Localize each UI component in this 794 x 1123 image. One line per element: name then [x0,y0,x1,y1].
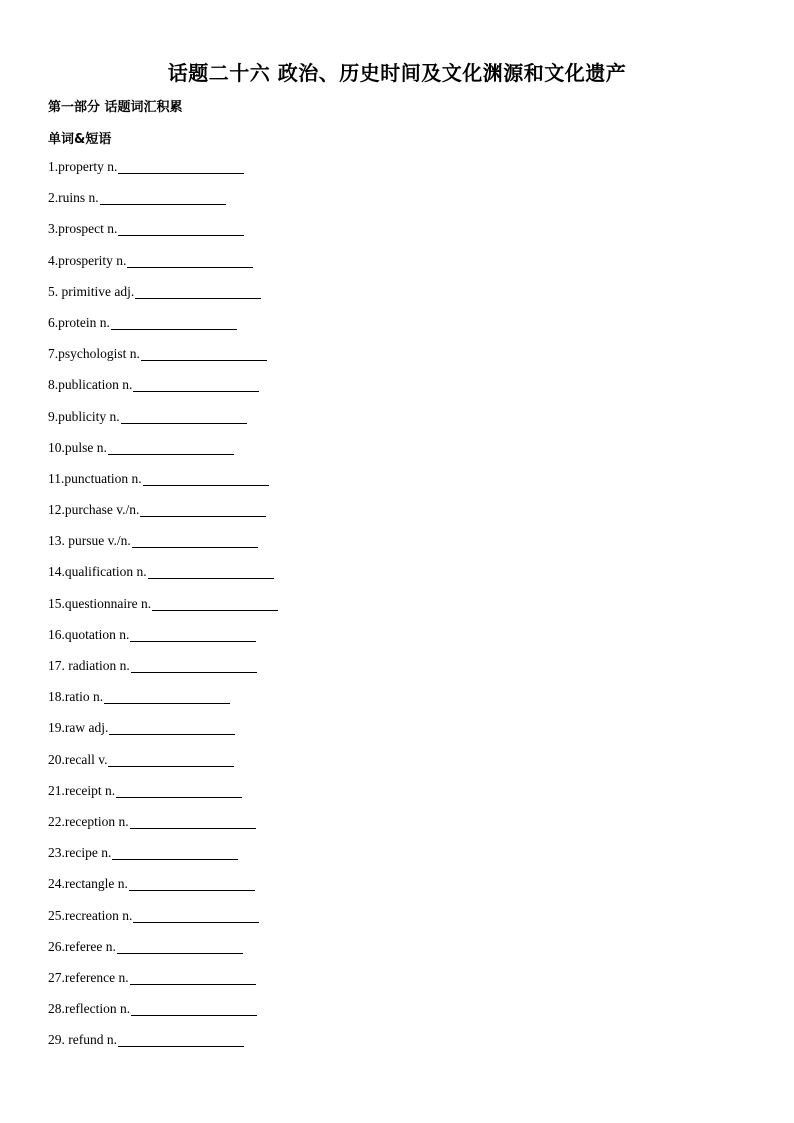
vocab-item [48,159,278,190]
vocab-term: 13. pursue v./n. [48,533,131,549]
answer-blank[interactable] [108,752,234,767]
vocab-item [48,346,278,377]
vocab-term: 5. primitive adj. [48,283,135,299]
vocab-term: 19.raw adj. [48,720,109,736]
vocab-term: 6.protein n. [48,314,110,330]
answer-blank[interactable] [131,1001,257,1016]
vocab-term: 14.qualification n. [48,564,147,580]
vocab-term: 26.referee n. [48,938,116,954]
vocab-item [48,502,278,533]
vocab-item [48,845,278,876]
vocab-item [48,377,278,408]
answer-blank[interactable] [140,502,266,517]
answer-blank[interactable] [116,783,242,798]
vocab-item [48,1001,278,1032]
answer-blank[interactable] [109,720,235,735]
vocab-term: 11.punctuation n. [48,470,142,486]
answer-blank[interactable] [118,221,244,236]
vocab-item [48,876,278,907]
answer-blank[interactable] [133,377,259,392]
vocab-term: 10.pulse n. [48,439,107,455]
vocab-term: 2.ruins n. [48,190,99,206]
answer-blank[interactable] [111,315,237,330]
answer-blank[interactable] [148,564,274,579]
vocab-item [48,720,278,751]
vocab-term: 3.prospect n. [48,221,118,237]
vocab-item [48,908,278,939]
vocab-item [48,284,278,315]
vocab-item [48,627,278,658]
vocab-item [48,970,278,1001]
answer-blank[interactable] [121,409,247,424]
vocab-term: 21.receipt n. [48,782,116,798]
vocab-term: 17. radiation n. [48,658,130,673]
answer-blank[interactable] [135,284,261,299]
answer-blank[interactable] [152,596,278,611]
vocab-item [48,564,278,595]
vocab-item [48,533,278,564]
vocab-term: 24.rectangle n. [48,876,128,892]
vocab-item [48,315,278,346]
vocab-item [48,253,278,284]
section-heading: 第一部分 话题词汇积累 [48,100,183,115]
vocab-term: 23.recipe n. [48,845,112,861]
vocab-item [48,221,278,252]
vocab-term: 27.reference n. [48,969,129,985]
vocab-list [48,159,278,1063]
vocab-term: 12.purchase v./n. [48,502,140,518]
vocab-term: 1.property n. [48,159,118,174]
answer-blank[interactable] [132,533,258,548]
vocab-term: 16.quotation n. [48,626,130,642]
vocab-item [48,409,278,440]
answer-blank[interactable] [130,627,256,642]
vocab-term: 15.questionnaire n. [48,595,152,611]
vocab-item [48,814,278,845]
answer-blank[interactable] [117,939,243,954]
answer-blank[interactable] [127,253,253,268]
answer-blank[interactable] [131,658,257,673]
subsection-heading: 单词&短语 [48,132,112,147]
answer-blank[interactable] [133,908,259,923]
vocab-item [48,939,278,970]
vocab-term: 25.recreation n. [48,907,133,923]
vocab-term: 20.recall v. [48,751,108,767]
answer-blank[interactable] [141,346,267,361]
vocab-term: 9.publicity n. [48,408,120,424]
vocab-item [48,190,278,221]
vocab-item [48,689,278,720]
vocab-term: 18.ratio n. [48,689,104,705]
vocab-term: 22.reception n. [48,813,129,829]
answer-blank[interactable] [100,190,226,205]
vocab-term: 8.publication n. [48,377,133,393]
vocab-item [48,783,278,814]
answer-blank[interactable] [129,876,255,891]
answer-blank[interactable] [104,689,230,704]
vocab-item [48,596,278,627]
vocab-term: 4.prosperity n. [48,252,127,268]
answer-blank[interactable] [108,440,234,455]
vocab-term: 7.psychologist n. [48,346,140,362]
answer-blank[interactable] [143,471,269,486]
vocab-term: 28.reflection n. [48,1001,131,1017]
vocab-item [48,440,278,471]
answer-blank[interactable] [130,970,256,985]
vocab-term: 29. refund n. [48,1032,117,1048]
vocab-item [48,658,278,689]
answer-blank[interactable] [118,159,244,174]
vocab-item [48,471,278,502]
answer-blank[interactable] [112,845,238,860]
vocab-item [48,1032,278,1063]
answer-blank[interactable] [118,1032,244,1047]
answer-blank[interactable] [130,814,256,829]
vocab-item [48,752,278,783]
page-title: 话题二十六 政治、历史时间及文化渊源和文化遗产 [167,61,627,85]
